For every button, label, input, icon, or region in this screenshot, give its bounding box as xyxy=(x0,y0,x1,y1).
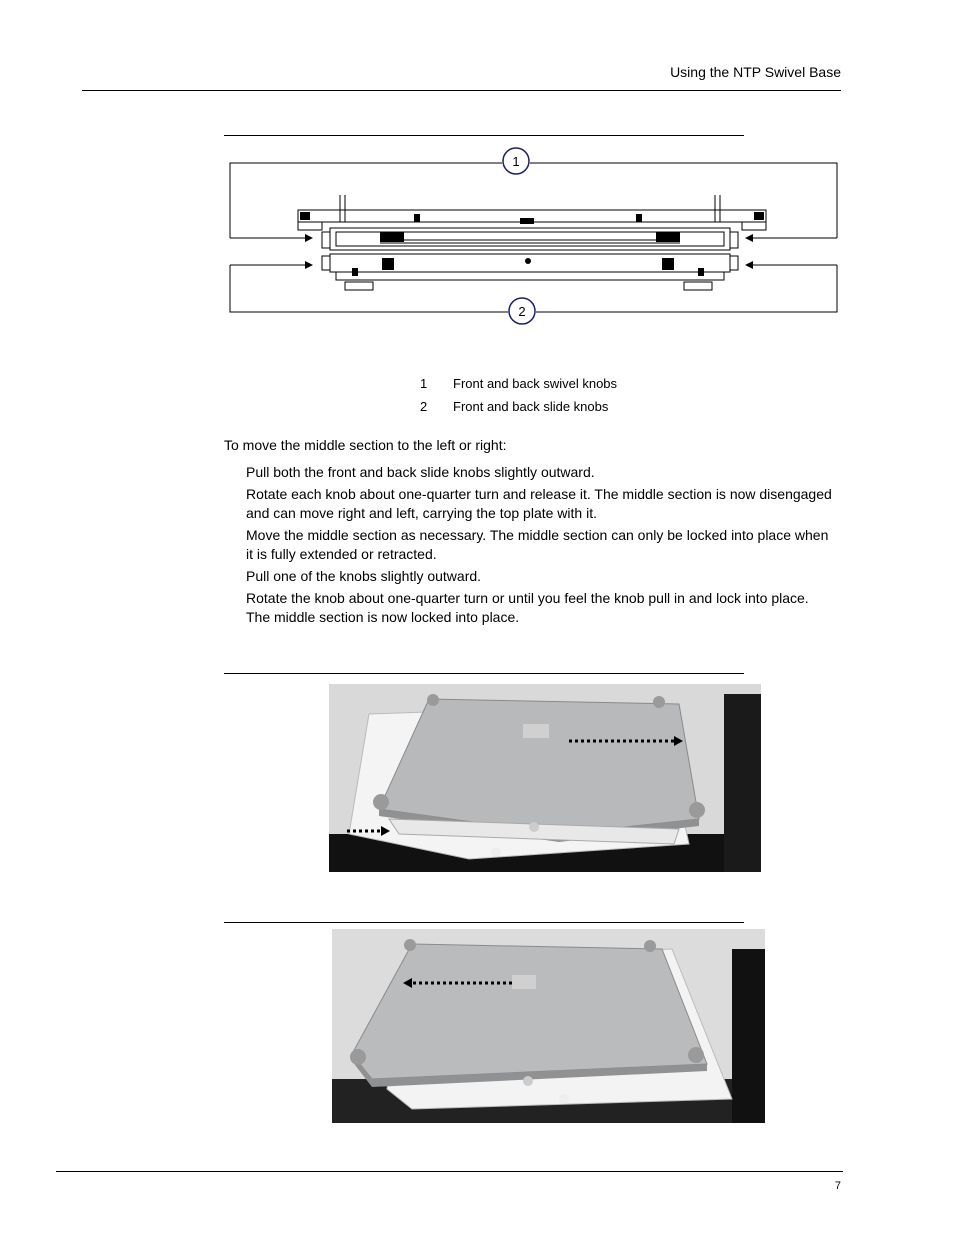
photo-extended-position xyxy=(329,684,761,872)
callout-frame-1 xyxy=(230,163,837,238)
legend-number: 1 xyxy=(420,376,428,391)
running-header: Using the NTP Swivel Base xyxy=(670,64,841,80)
procedure-step: Pull one of the knobs slightly outward. xyxy=(246,568,482,584)
photo-retracted-position xyxy=(332,929,765,1123)
legend-text: Front and back swivel knobs xyxy=(453,376,618,391)
procedure-step: Move the middle section as necessary. The middle section can only be locked into place when it is fully extended or retracted. xyxy=(246,527,829,562)
callout-1 xyxy=(503,148,529,174)
legend-number: 2 xyxy=(420,399,428,414)
procedure-steps xyxy=(246,463,836,630)
procedure-step: Pull both the front and back slide knobs slightly outward. xyxy=(246,464,595,480)
base-outline xyxy=(298,195,766,290)
figure-2-rule xyxy=(224,673,744,674)
figure-3-rule xyxy=(224,922,744,923)
legend-text: Front and back slide knobs xyxy=(453,399,609,414)
footer-rule xyxy=(56,1171,843,1172)
callout-2-label: 2 xyxy=(518,304,526,319)
procedure-intro: To move the middle section to the left or right: xyxy=(224,437,507,453)
procedure-step: Rotate each knob about one-quarter turn and release it. The middle section is now disengaged and can move right and left, carrying the top plate with it. xyxy=(246,486,832,521)
procedure-step: Rotate the knob about one-quarter turn or until you feel the knob pull in and lock into place. The middle section is now locked into place. xyxy=(246,590,809,625)
legend-item xyxy=(420,376,720,394)
callout-2 xyxy=(509,298,535,324)
swivel-base-drawing xyxy=(0,0,954,340)
callout-arrows xyxy=(230,238,837,265)
callout-1-label: 1 xyxy=(512,154,520,169)
figure-1-legend xyxy=(420,376,720,420)
legend-item xyxy=(420,399,720,417)
page-number: 7 xyxy=(834,1180,841,1192)
